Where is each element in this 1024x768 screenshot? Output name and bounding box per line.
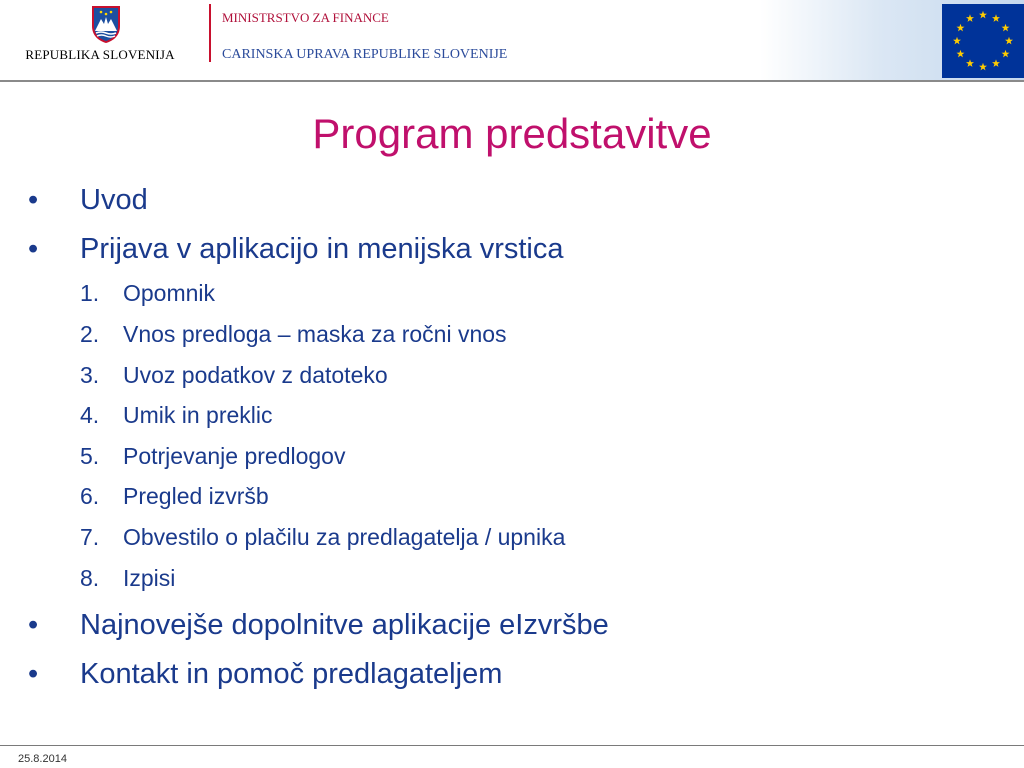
item-number: 7. [80, 524, 100, 550]
list-item-text: Najnovejše dopolnitve aplikacije eIzvršbe [80, 609, 609, 641]
bullet-icon: • [28, 658, 39, 690]
list-item-text: Uvod [80, 184, 148, 216]
header-rule [0, 80, 1024, 82]
header-divider [209, 4, 211, 62]
numbered-item-text: Potrjevanje predlogov [123, 443, 346, 469]
numbered-item-text: Obvestilo o plačilu za predlagatelja / upnika [123, 524, 566, 550]
numbered-item-text: Izpisi [123, 565, 176, 591]
item-number: 1. [80, 280, 100, 306]
slide-title: Program predstavitve [312, 110, 712, 157]
customs-administration-name: CARINSKA UPRAVA REPUBLIKE SLOVENIJE [222, 47, 508, 62]
numbered-item-text: Uvoz podatkov z datoteko [123, 362, 388, 388]
bullet-icon: • [28, 609, 39, 641]
slovenia-coat-of-arms-icon [89, 4, 123, 44]
item-number: 5. [80, 443, 100, 469]
numbered-item-text: Opomnik [123, 280, 216, 306]
list-item-text: Prijava v aplikacijo in menijska vrstica [80, 233, 564, 265]
bullet-icon: • [28, 184, 39, 216]
numbered-item-text: Umik in preklic [123, 402, 273, 428]
item-number: 4. [80, 402, 100, 428]
numbered-item-text: Pregled izvršb [123, 483, 269, 509]
header-bar [0, 0, 1024, 80]
item-number: 2. [80, 321, 100, 347]
numbered-item-text: Vnos predloga – maska za ročni vnos [123, 321, 507, 347]
footer-rule [0, 745, 1024, 746]
bullet-icon: • [28, 233, 39, 265]
eu-flag-icon [942, 4, 1024, 78]
list-item-text: Kontakt in pomoč predlagateljem [80, 658, 503, 690]
footer-date: 25.8.2014 [18, 753, 67, 765]
item-number: 6. [80, 483, 100, 509]
item-number: 3. [80, 362, 100, 388]
item-number: 8. [80, 565, 100, 591]
republic-name: REPUBLIKA SLOVENIJA [25, 47, 175, 62]
ministry-name: MINISTRSTVO ZA FINANCE [222, 10, 389, 25]
